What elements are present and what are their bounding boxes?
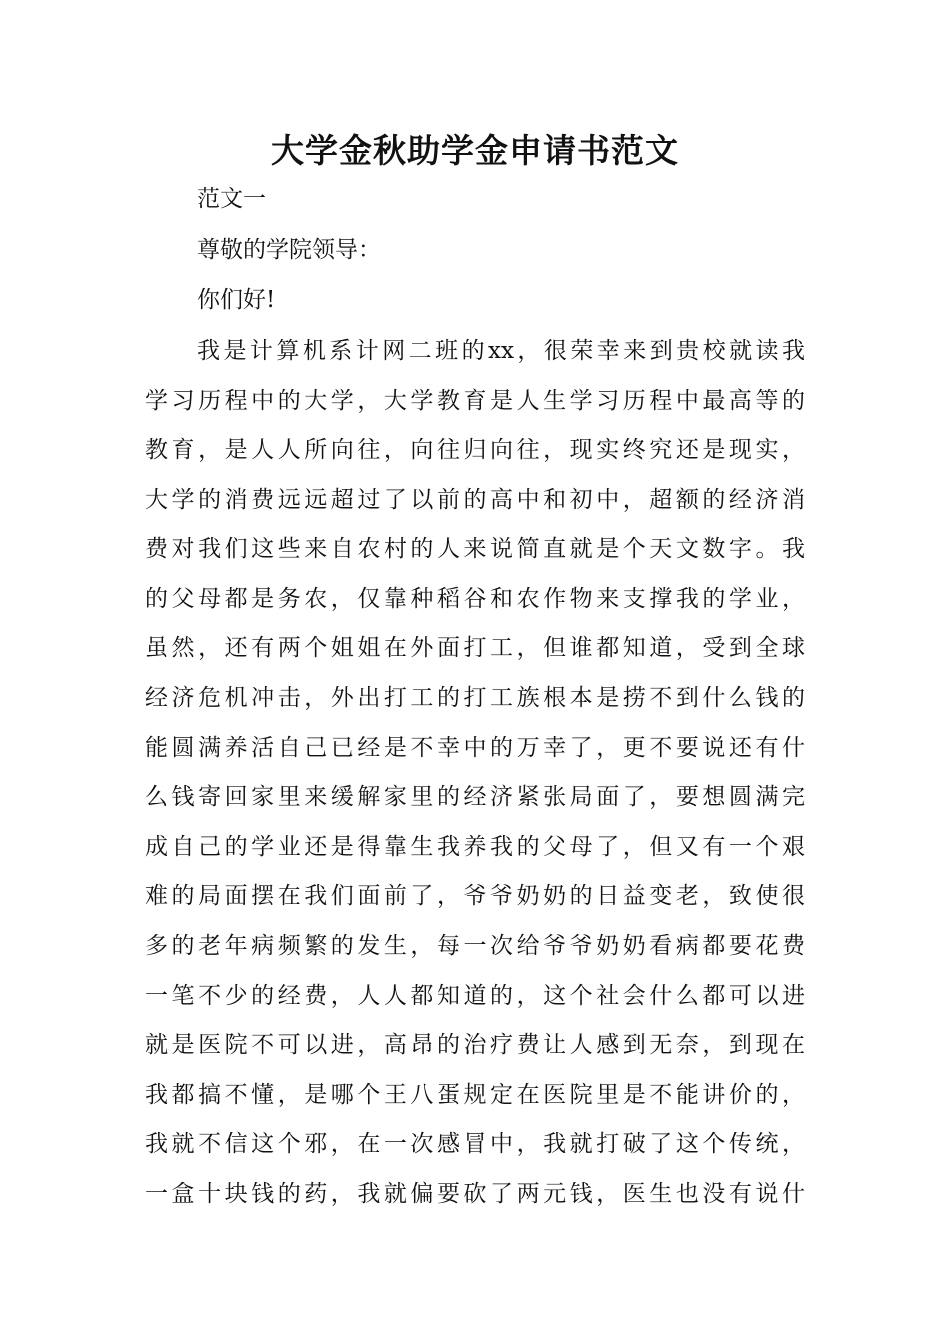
body-line: 的父母都是务农，仅靠种稻谷和农作物来支撑我的学业，: [145, 586, 805, 612]
body-line: 我都搞不懂，是哪个王八蛋规定在医院里是不能讲价的，: [145, 1082, 805, 1108]
document-title: 大学金秋助学金申请书范文: [271, 131, 679, 170]
body-line: 就是医院不可以进，高昂的治疗费让人感到无奈，到现在: [145, 1032, 805, 1058]
body-line: 教育，是人人所向往，向往归向往，现实终究还是现实，: [145, 437, 805, 463]
body-line: 我是计算机系计网二班的xx，很荣幸来到贵校就读我: [197, 338, 805, 364]
body-line: 一盒十块钱的药，我就偏要砍了两元钱，医生也没有说什: [145, 1181, 805, 1207]
body-line: 么钱寄回家里来缓解家里的经济紧张局面了，要想圆满完: [145, 784, 805, 810]
section-label: 范文一: [197, 186, 266, 212]
body-line: 费对我们这些来自农村的人来说简直就是个天文数字。我: [145, 536, 805, 562]
body-line: 虽然，还有两个姐姐在外面打工，但谁都知道，受到全球: [145, 635, 805, 661]
body-line: 经济危机冲击，外出打工的打工族根本是捞不到什么钱的: [145, 685, 805, 711]
body-line: 我就不信这个邪，在一次感冒中，我就打破了这个传统，: [145, 1131, 805, 1157]
body-line: 一笔不少的经费，人人都知道的，这个社会什么都可以进: [145, 983, 805, 1009]
body-line: 多的老年病频繁的发生，每一次给爷爷奶奶看病都要花费: [145, 933, 805, 959]
greeting: 你们好!: [197, 287, 276, 313]
body-line: 难的局面摆在我们面前了，爷爷奶奶的日益变老，致使很: [145, 883, 805, 909]
salutation: 尊敬的学院领导：: [197, 237, 381, 263]
body-line: 成自己的学业还是得靠生我养我的父母了，但又有一个艰: [145, 834, 805, 860]
body-line: 学习历程中的大学，大学教育是人生学习历程中最高等的: [145, 388, 805, 414]
body-line: 大学的消费远远超过了以前的高中和初中，超额的经济消: [145, 487, 805, 513]
body-line: 能圆满养活自己已经是不幸中的万幸了，更不要说还有什: [145, 735, 805, 761]
